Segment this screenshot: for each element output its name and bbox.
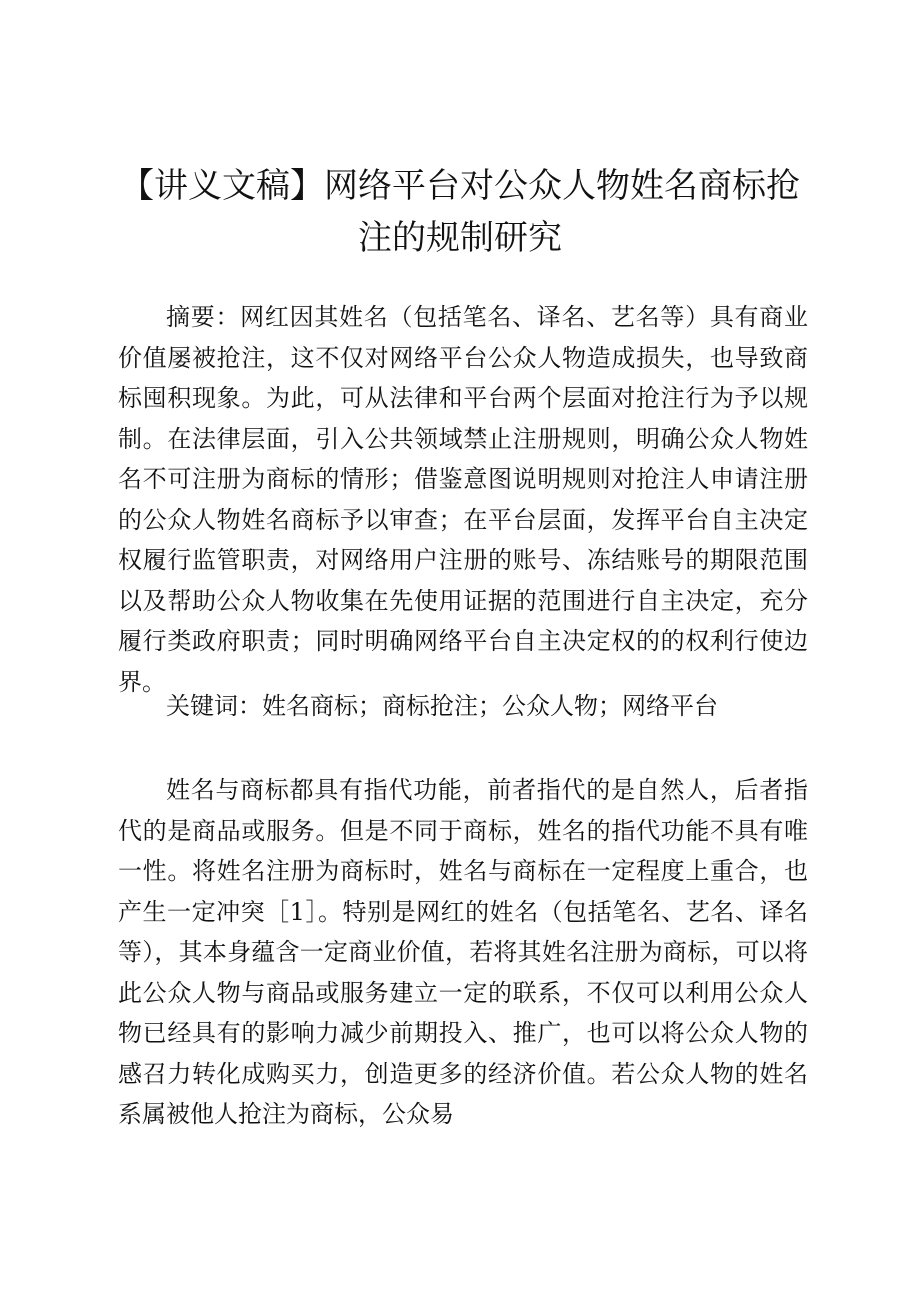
keywords-paragraph: 关键词：姓名商标；商标抢注；公众人物；网络平台 — [166, 692, 718, 720]
title-line-1: 【讲义文稿】网络平台对公众人物姓名商标抢 — [120, 166, 800, 206]
document-title — [100, 160, 820, 264]
intro-paragraph: 姓名与商标都具有指代功能，前者指代的是自然人，后者指代的是商品或服务。但是不同于商标，姓名的指代功能不具有唯一性。将姓名注册为商标时，姓名与商标在一定程度上重合，也产生一定冲突［1］。特别是网红的姓名（包括笔名、艺名、译名等），其本身蕴含一定商业价值，若将其姓名注册为商标，可以将此公众人物与商品或服务建立一定的联系，不仅可以利用公众人物已经具有的影响力减少前期投入、推广，也可以将公众人物的感召力转化成购买力，创造更多的经济价值。若公众人物的姓名系属被他人抢注为商标，公众易 — [118, 776, 808, 1128]
abstract-paragraph: 摘要：网红因其姓名（包括笔名、译名、艺名等）具有商业价值屡被抢注，这不仅对网络平台公众人物造成损失，也导致商标囤积现象。为此，可从法律和平台两个层面对抢注行为予以规制。在法律层面，引入公共领域禁止注册规则，明确公众人物姓名不可注册为商标的情形；借鉴意图说明规则对抢注人申请注册的公众人物姓名商标予以审查；在平台层面，发挥平台自主决定权履行监管职责，对网络用户注册的账号、冻结账号的期限范围以及帮助公众人物收集在先使用证据的范围进行自主决定，充分履行类政府职责；同时明确网络平台自主决定权的的权利行使边界。 — [118, 303, 808, 696]
title-line-2: 注的规制研究 — [358, 218, 562, 258]
